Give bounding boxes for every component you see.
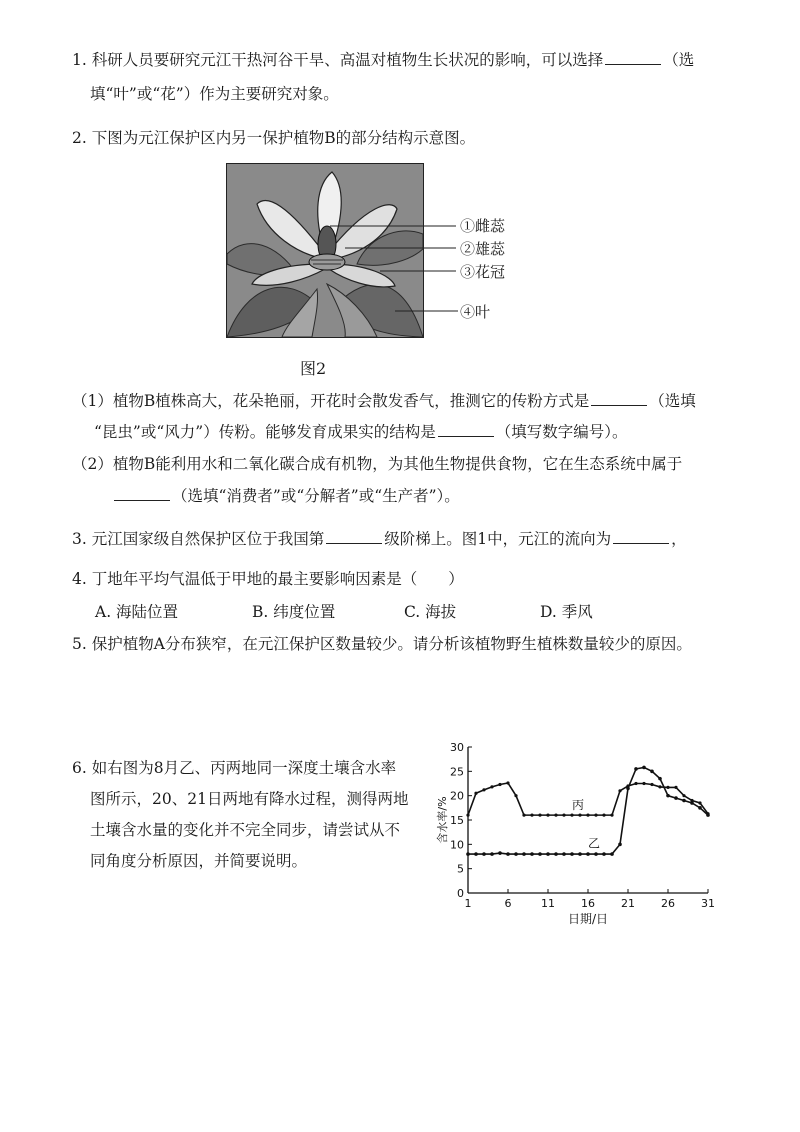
- data-point: [650, 783, 653, 786]
- y-tick-label: 15: [450, 814, 464, 827]
- data-point: [546, 852, 550, 856]
- data-point: [658, 777, 662, 781]
- data-point: [474, 792, 477, 795]
- data-point: [514, 794, 517, 797]
- x-axis-label: 日期/日: [567, 912, 609, 926]
- y-tick-label: 10: [450, 838, 464, 852]
- x-tick-label: 26: [661, 897, 675, 910]
- data-point: [666, 794, 670, 798]
- y-tick-label: 20: [450, 789, 464, 803]
- x-tick-label: 16: [581, 897, 595, 910]
- data-point: [554, 852, 558, 856]
- question-3-text-c: ，: [671, 530, 687, 548]
- data-point: [642, 782, 645, 785]
- question-3-text-a: 3. 元江国家级自然保护区位于我国第: [72, 530, 325, 548]
- question-2-sub-2-text: （选填“消费者”或“分解者”或“生产者”）。: [172, 487, 460, 505]
- data-point: [626, 787, 630, 791]
- data-point: [602, 852, 606, 856]
- option-b[interactable]: B. 纬度位置: [252, 603, 336, 621]
- question-2-sub-2-line-2: [112, 484, 460, 508]
- question-2-sub-1-text: （1）植物B植株高大，花朵艳丽，开花时会散发香气，推测它的传粉方式是: [72, 392, 590, 410]
- data-point: [698, 801, 701, 804]
- data-point: [466, 852, 470, 856]
- data-point: [618, 789, 621, 792]
- data-point: [682, 794, 685, 797]
- x-tick-label: 1: [464, 897, 472, 910]
- question-6-line-2: 图所示，20、21日两地有降水过程，测得两地: [90, 790, 409, 808]
- data-point: [578, 814, 581, 817]
- data-point: [570, 852, 574, 856]
- question-2-sub-2-line-1: （2）植物B能利用水和二氧化碳合成有机物，为其他生物提供食物，它在生态系统中属于: [72, 455, 683, 473]
- data-point: [602, 814, 605, 817]
- data-point: [650, 770, 654, 774]
- chart-svg: [432, 735, 722, 940]
- x-tick-label: 21: [621, 897, 635, 910]
- data-point: [578, 852, 582, 856]
- data-point: [498, 783, 501, 786]
- question-4-stem: 4. 丁地年平均气温低于甲地的最主要影响因素是（ ）: [72, 570, 464, 588]
- data-point: [682, 799, 686, 803]
- data-point: [522, 852, 526, 856]
- data-point: [530, 852, 534, 856]
- y-tick-label: 25: [450, 765, 464, 779]
- answer-blank[interactable]: [326, 529, 382, 544]
- data-point: [562, 852, 566, 856]
- question-2-sub-1-line-2: [94, 420, 627, 444]
- y-tick-label: 5: [457, 862, 464, 876]
- label-stamen: ②雄蕊: [460, 240, 506, 258]
- data-point: [642, 766, 646, 770]
- data-point: [562, 814, 565, 817]
- data-point: [514, 852, 518, 856]
- data-point: [586, 814, 589, 817]
- data-point: [546, 814, 549, 817]
- option-d[interactable]: D. 季风: [540, 603, 593, 621]
- data-point: [482, 852, 486, 856]
- answer-blank[interactable]: [438, 422, 494, 437]
- question-2-sub-1-text-end: （选填: [649, 392, 696, 410]
- data-point: [498, 851, 502, 855]
- y-tick-label: 30: [450, 741, 464, 754]
- question-6-line-3: 土壤含水量的变化并不完全同步，请尝试从不: [90, 821, 401, 839]
- data-point: [658, 785, 661, 788]
- data-point: [594, 852, 598, 856]
- data-point: [538, 814, 541, 817]
- question-6-line-1: 6. 如右图为8月乙、丙两地同一深度土壤含水率: [72, 759, 397, 777]
- data-point: [666, 786, 669, 789]
- data-point: [690, 801, 694, 805]
- data-point: [586, 852, 590, 856]
- question-1-text: 1. 科研人员要研究元江干热河谷干旱、高温对植物生长状况的影响，可以选择: [72, 51, 604, 69]
- data-point: [482, 788, 485, 791]
- question-3-text-b: 级阶梯上。图1中，元江的流向为: [384, 530, 612, 548]
- label-corolla: ③花冠: [460, 263, 506, 281]
- data-point: [618, 843, 622, 847]
- data-point: [570, 814, 573, 817]
- series-line-bing: [468, 783, 708, 815]
- figure-caption: 图2: [300, 359, 327, 378]
- question-2-sub-1-line-1: [72, 389, 696, 413]
- option-c[interactable]: C. 海拔: [404, 603, 457, 621]
- data-point: [610, 852, 614, 856]
- question-1-line-2: 填“叶”或“花”）作为主要研究对象。: [90, 85, 339, 103]
- data-point: [706, 813, 710, 817]
- data-point: [674, 786, 677, 789]
- question-1-text-end: （选: [663, 51, 695, 69]
- question-3: [72, 527, 687, 551]
- data-point: [530, 814, 533, 817]
- answer-blank[interactable]: [591, 391, 647, 406]
- label-pistil: ①雌蕊: [460, 217, 506, 235]
- data-point: [466, 814, 469, 817]
- answer-blank[interactable]: [613, 529, 669, 544]
- series-label-bing: 丙: [572, 797, 585, 812]
- data-point: [490, 852, 494, 856]
- data-point: [674, 796, 678, 800]
- series-label-yi: 乙: [588, 836, 601, 851]
- data-point: [698, 806, 702, 810]
- question-5: 5. 保护植物A分布狭窄，在元江保护区数量较少。请分析该植物野生植株数量较少的原因。: [72, 635, 692, 653]
- data-point: [634, 782, 637, 785]
- label-leaf: ④叶: [460, 303, 491, 321]
- question-2-sub-1-text-2: “昆虫”或“风力”）传粉。能够发育成果实的结构是: [94, 423, 436, 441]
- x-tick-label: 31: [701, 897, 715, 910]
- data-point: [610, 814, 613, 817]
- question-2-sub-1-text-2-end: （填写数字编号）。: [495, 423, 628, 441]
- data-point: [522, 814, 525, 817]
- question-6-line-4: 同角度分析原因，并简要说明。: [90, 852, 308, 870]
- data-point: [474, 852, 478, 856]
- data-point: [538, 852, 542, 856]
- x-tick-label: 6: [504, 897, 512, 910]
- data-point: [594, 814, 597, 817]
- soil-moisture-chart: [432, 735, 722, 940]
- data-point: [634, 767, 638, 771]
- option-a[interactable]: A. 海陆位置: [95, 603, 179, 621]
- data-point: [490, 785, 493, 788]
- y-axis-label: 含水率/%: [436, 796, 449, 844]
- data-point: [506, 852, 510, 856]
- question-2-intro: 2. 下图为元江保护区内另一保护植物B的部分结构示意图。: [72, 129, 476, 147]
- answer-blank[interactable]: [114, 486, 170, 501]
- data-point: [554, 814, 557, 817]
- y-tick-label: 0: [457, 887, 464, 900]
- x-tick-label: 11: [541, 897, 555, 910]
- data-point: [506, 781, 509, 784]
